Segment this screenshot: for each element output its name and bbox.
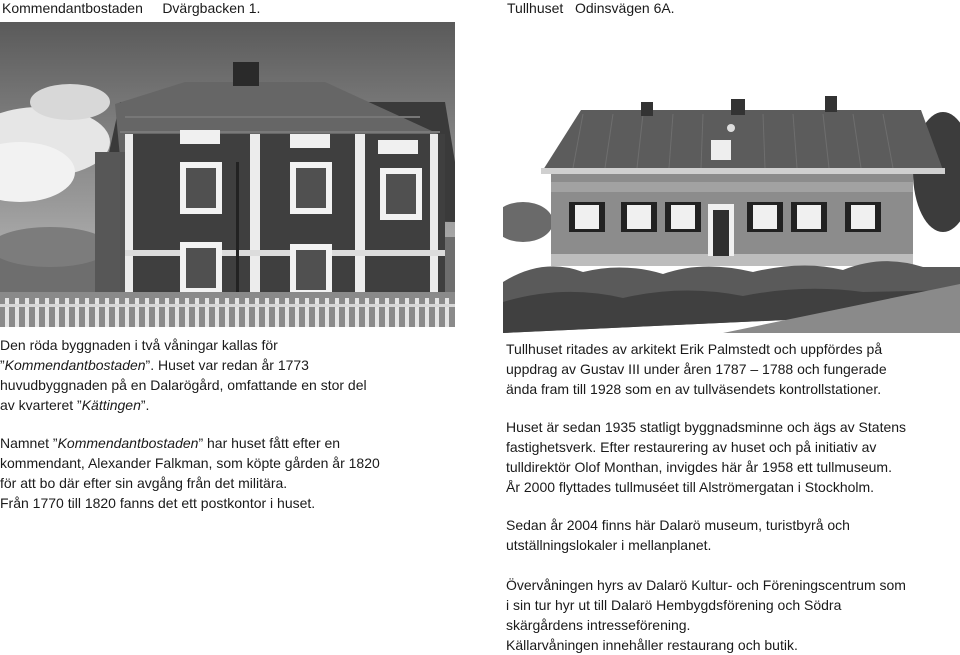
text-line: [0, 355, 470, 375]
tullhuset-paragraph-4: [506, 575, 958, 655]
tullhuset-text: [506, 339, 958, 655]
stone-customs-house-icon: [503, 22, 960, 333]
text-fragment: av kvarteret ”: [0, 397, 82, 413]
text-line: Övervåningen hyrs av Dalarö Kultur- och Föreningscentrum som: [506, 577, 906, 593]
tullhuset-photo: [503, 22, 960, 333]
text-line: tulldirektör Olof Monthan, invigdes här år 1958 ett tullmuseum.: [506, 459, 892, 475]
text-line: huvudbyggnaden på en Dalarögård, omfattande en stor del: [0, 377, 367, 393]
tullhuset-paragraph-3: [506, 515, 958, 555]
heading-tullhuset: Tullhuset Odinsvägen 6A.: [507, 0, 675, 16]
text-line: kommendant, Alexander Falkman, som köpte gården år 1820: [0, 455, 380, 471]
text-line: skärgårdens intresseförening.: [506, 617, 691, 633]
text-line: Den röda byggnaden i två våningar kallas för: [0, 337, 278, 353]
text-fragment: ”. Huset var redan år 1773: [145, 357, 309, 373]
kommendantbostaden-text: [0, 335, 470, 513]
heading-kommendantbostaden: Kommendantbostaden Dvärgbacken 1.: [2, 0, 261, 16]
quote-mark: ”: [0, 357, 5, 373]
red-two-storey-wooden-house-icon: [0, 22, 455, 327]
text-line: [0, 395, 470, 415]
tullhuset-paragraph-2: [506, 417, 958, 497]
text-line: utställningslokaler i mellanplanet.: [506, 537, 712, 553]
kommendantbostaden-paragraph-2: [0, 433, 470, 513]
text-line: Källarvåningen innehåller restaurang och butik.: [506, 637, 798, 653]
text-line: uppdrag av Gustav III under åren 1787 – 1788 och fungerade: [506, 361, 887, 377]
text-line: År 2000 flyttades tullmuséet till Alströmergatan i Stockholm.: [506, 479, 875, 495]
text-line: Från 1770 till 1820 fanns det ett postkontor i huset.: [0, 495, 316, 511]
text-line: i sin tur hyr ut till Dalarö Hembygdsförening och Södra: [506, 597, 842, 613]
text-line: ända fram till 1928 som en av tullväsendets kontrollstationer.: [506, 381, 882, 397]
text-line: Tullhuset ritades av arkitekt Erik Palmstedt och uppfördes på: [506, 341, 883, 357]
house-name-emphasis: Kommendantbostaden: [57, 435, 199, 451]
tullhuset-paragraph-1: [506, 339, 958, 399]
text-line: för att bo där efter sin avgång från det militära.: [0, 475, 288, 491]
text-fragment: ”.: [140, 397, 150, 413]
quarter-name-emphasis: Kättingen: [81, 397, 141, 413]
text-line: Sedan år 2004 finns här Dalarö museum, turistbyrå och: [506, 517, 850, 533]
kommendantbostaden-photo: [0, 22, 455, 327]
text-line: Huset är sedan 1935 statligt byggnadsminne och ägs av Statens: [506, 419, 907, 435]
text-fragment: ” har huset fått efter en: [198, 435, 341, 451]
text-line: fastighetsverk. Efter restaurering av huset och på initiativ av: [506, 439, 877, 455]
text-line: [0, 433, 470, 453]
kommendantbostaden-paragraph-1: [0, 335, 470, 415]
text-fragment: Namnet ”: [0, 435, 58, 451]
house-name-emphasis: Kommendantbostaden: [4, 357, 146, 373]
